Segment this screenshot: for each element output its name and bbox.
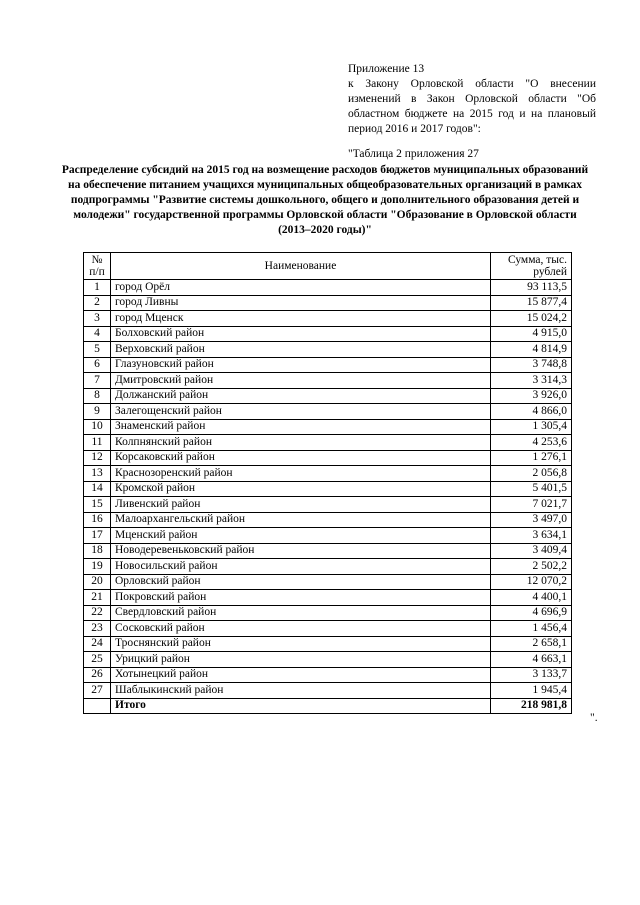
row-name: Свердловский район: [111, 605, 491, 621]
row-num: 22: [84, 605, 111, 621]
table-row: [84, 667, 572, 683]
row-num: 4: [84, 326, 111, 342]
table-row: [84, 295, 572, 311]
row-sum: 3 634,1: [491, 528, 572, 544]
appendix-law-reference: к Закону Орловской области "О внесении изменений в Закон Орловской области "Об областном бюджете на 2015 год и на плановый период 2016 и 2017 годов":: [348, 78, 596, 135]
row-name: Новодеревеньковский район: [111, 543, 491, 559]
row-name: Орловский район: [111, 574, 491, 590]
row-name: Хотынецкий район: [111, 667, 491, 683]
row-name: Верховский район: [111, 342, 491, 358]
row-num: 1: [84, 280, 111, 296]
row-num: 8: [84, 388, 111, 404]
row-sum: 3 497,0: [491, 512, 572, 528]
row-num: 10: [84, 419, 111, 435]
appendix-number: Приложение 13: [348, 63, 425, 75]
row-num: 27: [84, 683, 111, 699]
table-row: [84, 311, 572, 327]
table-row: [84, 528, 572, 544]
table-row: [84, 683, 572, 699]
table-row: [84, 326, 572, 342]
row-sum: 1 945,4: [491, 683, 572, 699]
table-row: [84, 512, 572, 528]
table-row: [84, 574, 572, 590]
row-sum: 4 696,9: [491, 605, 572, 621]
row-num: 14: [84, 481, 111, 497]
header-num: № п/п: [84, 253, 111, 280]
row-num: 11: [84, 435, 111, 451]
row-sum: 7 021,7: [491, 497, 572, 513]
subsidy-table: [83, 252, 572, 714]
row-name: Должанский район: [111, 388, 491, 404]
row-sum: 4 253,6: [491, 435, 572, 451]
table-row: [84, 621, 572, 637]
row-num: 18: [84, 543, 111, 559]
row-name: Колпнянский район: [111, 435, 491, 451]
row-name: Троснянский район: [111, 636, 491, 652]
row-name: Краснозоренский район: [111, 466, 491, 482]
row-name: Залегощенский район: [111, 404, 491, 420]
row-num: 15: [84, 497, 111, 513]
table-body: [84, 280, 572, 714]
table-row: [84, 342, 572, 358]
total-sum: 218 981,8: [491, 698, 572, 714]
row-name: Дмитровский район: [111, 373, 491, 389]
table-row: [84, 543, 572, 559]
row-sum: 3 314,3: [491, 373, 572, 389]
table-row: [84, 497, 572, 513]
row-sum: 1 276,1: [491, 450, 572, 466]
row-num: 23: [84, 621, 111, 637]
table-row: [84, 481, 572, 497]
row-num: 5: [84, 342, 111, 358]
row-sum: 4 915,0: [491, 326, 572, 342]
row-sum: 3 409,4: [491, 543, 572, 559]
row-num: 26: [84, 667, 111, 683]
row-sum: 2 658,1: [491, 636, 572, 652]
header-sum: Сумма, тыс. рублей: [491, 253, 572, 280]
row-sum: 2 502,2: [491, 559, 572, 575]
row-name: Сосковский район: [111, 621, 491, 637]
table-row: [84, 435, 572, 451]
row-name: Знаменский район: [111, 419, 491, 435]
row-sum: 15 877,4: [491, 295, 572, 311]
row-sum: 3 133,7: [491, 667, 572, 683]
row-num: 21: [84, 590, 111, 606]
row-sum: 12 070,2: [491, 574, 572, 590]
row-name: Новосильский район: [111, 559, 491, 575]
row-name: Мценский район: [111, 528, 491, 544]
row-name: Ливенский район: [111, 497, 491, 513]
row-name: Корсаковский район: [111, 450, 491, 466]
table-row: [84, 373, 572, 389]
row-name: Покровский район: [111, 590, 491, 606]
row-num: 12: [84, 450, 111, 466]
row-sum: 15 024,2: [491, 311, 572, 327]
table-row: [84, 404, 572, 420]
table-row: [84, 636, 572, 652]
table-header-row: [84, 253, 572, 280]
row-name: Кромской район: [111, 481, 491, 497]
table-row: [84, 280, 572, 296]
appendix-header: [348, 62, 596, 162]
row-sum: 1 305,4: [491, 419, 572, 435]
row-sum: 4 814,9: [491, 342, 572, 358]
row-name: город Ливны: [111, 295, 491, 311]
appendix-table-reference: "Таблица 2 приложения 27: [348, 148, 479, 160]
row-num: 20: [84, 574, 111, 590]
total-label: Итого: [111, 698, 491, 714]
row-num: 16: [84, 512, 111, 528]
row-sum: 4 866,0: [491, 404, 572, 420]
table-row: [84, 559, 572, 575]
row-num: 19: [84, 559, 111, 575]
total-row: [84, 698, 572, 714]
row-num: 13: [84, 466, 111, 482]
table-row: [84, 419, 572, 435]
table-row: [84, 357, 572, 373]
row-name: Урицкий район: [111, 652, 491, 668]
row-sum: 5 401,5: [491, 481, 572, 497]
row-name: город Орёл: [111, 280, 491, 296]
document-title: Распределение субсидий на 2015 год на возмещение расходов бюджетов муниципальных образований на обеспечение питанием учащихся муниципальных общеобразовательных организаций в рамках подпрограммы "Развитие системы дошкольного, общего и дополнительного образования детей и молодежи" государственной программы Орловской области "Образование в Орловской области (2013–2020 годы)": [61, 164, 589, 236]
row-num: 24: [84, 636, 111, 652]
row-sum: 93 113,5: [491, 280, 572, 296]
table-row: [84, 388, 572, 404]
closing-quote: ".: [590, 712, 598, 724]
header-name: Наименование: [111, 253, 491, 280]
row-sum: 3 748,8: [491, 357, 572, 373]
row-sum: 4 400,1: [491, 590, 572, 606]
row-num: 25: [84, 652, 111, 668]
table-row: [84, 466, 572, 482]
row-sum: 2 056,8: [491, 466, 572, 482]
row-name: Шаблыкинский район: [111, 683, 491, 699]
row-name: Глазуновский район: [111, 357, 491, 373]
row-name: Болховский район: [111, 326, 491, 342]
row-name: город Мценск: [111, 311, 491, 327]
row-num: 17: [84, 528, 111, 544]
row-name: Малоархангельский район: [111, 512, 491, 528]
table-row: [84, 652, 572, 668]
row-num: 3: [84, 311, 111, 327]
table-row: [84, 605, 572, 621]
row-sum: 1 456,4: [491, 621, 572, 637]
row-num: 6: [84, 357, 111, 373]
row-sum: 4 663,1: [491, 652, 572, 668]
row-sum: 3 926,0: [491, 388, 572, 404]
row-num: 2: [84, 295, 111, 311]
total-num: [84, 698, 111, 714]
row-num: 9: [84, 404, 111, 420]
row-num: 7: [84, 373, 111, 389]
table-row: [84, 590, 572, 606]
table-row: [84, 450, 572, 466]
